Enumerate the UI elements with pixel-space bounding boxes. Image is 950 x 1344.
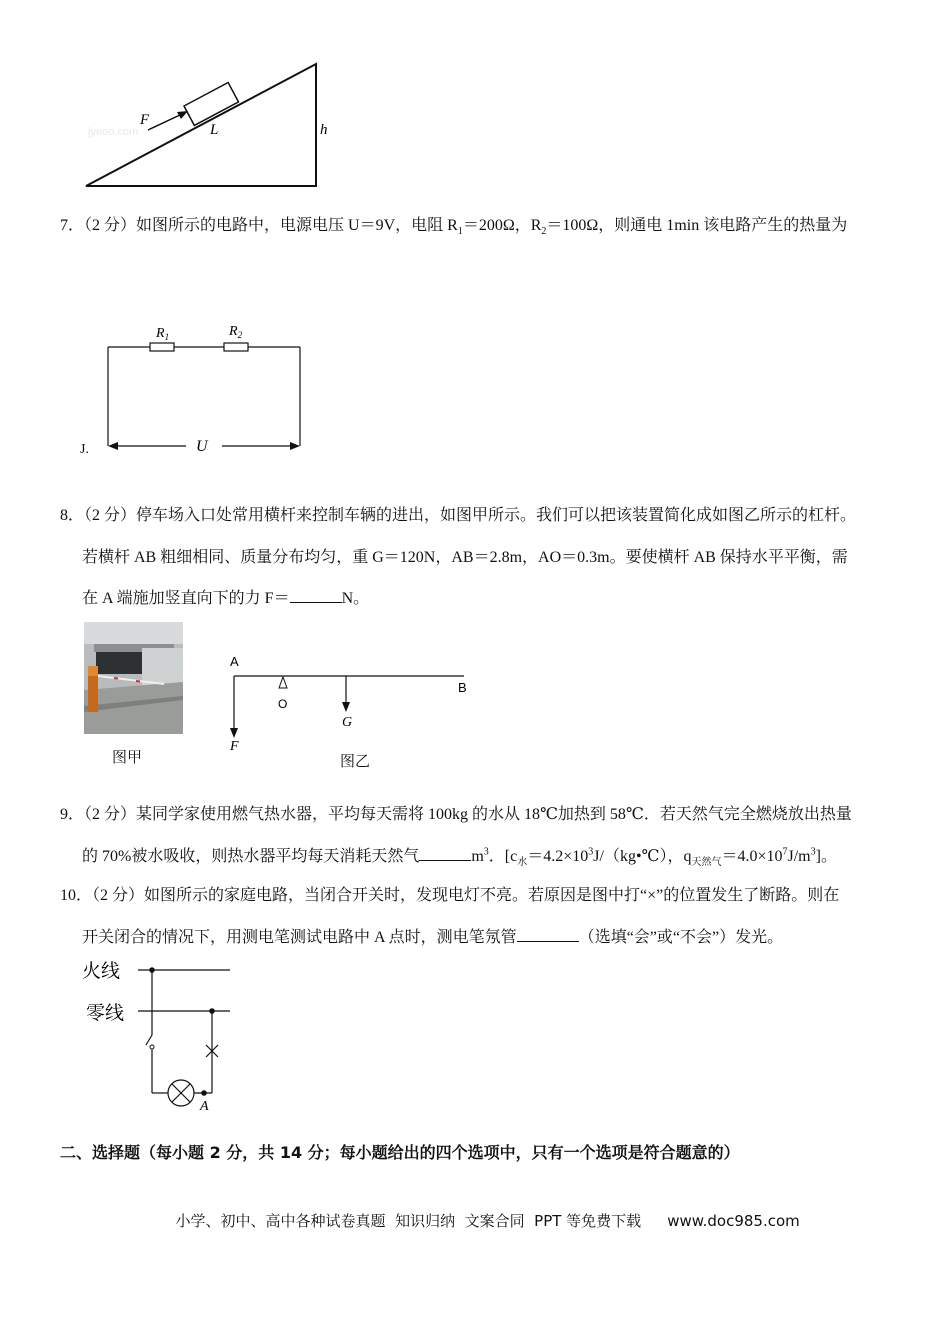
q7-line1 — [60, 212, 847, 237]
q9-text-1: 某同学家使用燃气热水器，平均每天需将 100kg 的水从 18℃加热到 58℃．若天然气完全燃烧放出热量 — [136, 806, 852, 823]
force-g-arrowhead — [342, 702, 350, 712]
q9-text-2h: ]。 — [815, 848, 837, 865]
voltage-arrow-left — [108, 442, 118, 450]
incline-triangle — [86, 64, 316, 186]
section-2-title: 二、选择题（每小题 2 分，共 14 分；每小题给出的四个选项中，只有一个选项是符合题意的） — [60, 1143, 740, 1162]
q7-text-a: 如图所示的电路中，电源电压 U＝9V，电阻 R — [136, 217, 458, 234]
q10-line1 — [60, 882, 839, 905]
switch-blade — [146, 1035, 152, 1045]
caption-figure-jia: 图甲 — [112, 748, 143, 766]
q7-sub2: 2 — [541, 226, 547, 238]
label-r2: $R_2$ — [229, 324, 243, 340]
q7-circuit-figure — [100, 318, 310, 458]
q10-household-circuit-figure — [80, 955, 250, 1115]
q9-score: （2 分） — [84, 806, 137, 823]
q10-number: 10． — [60, 887, 93, 904]
label-live-wire: 火线 — [82, 960, 121, 982]
label-point-a: A — [200, 1099, 209, 1114]
force-f-arrowhead — [230, 728, 238, 738]
label-height: h — [320, 122, 328, 138]
q9-c-sub: 水 — [517, 857, 528, 869]
q10-answer-blank[interactable] — [517, 927, 579, 942]
watermark: jyeoo.com — [88, 126, 139, 138]
q8-line3 — [82, 585, 369, 608]
q10-line2 — [82, 924, 783, 947]
q9-text-2f: ＝4.0×10 — [721, 848, 783, 865]
label-o: O — [278, 697, 288, 711]
q9-unit: m — [471, 848, 484, 865]
fulcrum — [279, 677, 287, 688]
switch-contact — [150, 1045, 154, 1049]
q9-f-sup: 7 — [782, 846, 788, 858]
q9-text-2g: J/m — [787, 848, 811, 865]
label-u: U — [196, 438, 208, 455]
q8-score: （2 分） — [84, 507, 137, 524]
label-f: F — [230, 739, 239, 754]
q9-g-sup: 3 — [810, 846, 816, 858]
label-neutral-wire: 零线 — [86, 1002, 125, 1024]
q8-answer-blank[interactable] — [290, 588, 342, 603]
q7-text-c: ＝100Ω，则通电 1min 该电路产生的热量为 — [546, 217, 848, 234]
q9-text-2e: J/（kg•℃），q — [593, 848, 692, 865]
caption-figure-yi: 图乙 — [340, 752, 371, 770]
q10-text-1: 如图所示的家庭电路，当闭合开关时，发现电灯不亮。若原因是图中打“×”的位置发生了断路。则在 — [144, 887, 840, 904]
resistor-r1 — [150, 343, 174, 351]
parking-photo — [84, 622, 183, 734]
label-length: L — [210, 122, 219, 138]
q9-unit-sup: 3 — [483, 846, 489, 858]
q7-number: 7． — [60, 217, 85, 234]
q9-line2 — [82, 843, 837, 868]
label-a: A — [230, 654, 239, 669]
lever-figure — [222, 650, 482, 760]
label-g: G — [342, 715, 353, 730]
q9-line1 — [60, 801, 852, 824]
label-b: B — [458, 680, 467, 695]
q9-text-2c: ．[c — [488, 848, 518, 865]
lamp-icon — [168, 1080, 194, 1106]
q8-text-1: 停车场入口处常用横杆来控制车辆的进出，如图甲所示。我们可以把该装置简化成如图乙所示的杠杆。 — [136, 507, 857, 524]
q9-q-sub: 天然气 — [691, 857, 722, 869]
q10-score: （2 分） — [92, 887, 145, 904]
q8-line1 — [60, 502, 856, 525]
q7-score: （2 分） — [84, 217, 137, 234]
q8-number: 8． — [60, 507, 85, 524]
label-force: F — [140, 112, 150, 128]
incline-figure — [80, 58, 340, 192]
q9-text-2a: 的 70%被水吸收，则热水器平均每天消耗天然气 — [82, 848, 420, 865]
force-arrow — [148, 114, 182, 130]
q9-d-sup: 3 — [588, 846, 594, 858]
q8-text-3a: 在 A 端施加竖直向下的力 F＝ — [82, 590, 290, 607]
point-a — [201, 1090, 207, 1096]
footer-link[interactable]: www.doc985.com — [667, 1212, 800, 1230]
q10-text-2a: 开关闭合的情况下，用测电笔测试电路中 A 点时，测电笔氖管 — [82, 929, 517, 946]
page-footer — [166, 1192, 800, 1231]
voltage-arrow-right — [290, 442, 300, 450]
q8-line2: 若横杆 AB 粗细相同、质量分布均匀，重 G＝120N，AB＝2.8m，AO＝0.3m。要使横杆 AB 保持水平平衡，需 — [82, 549, 848, 566]
q7-text-b: ＝200Ω，R — [462, 217, 542, 234]
q9-text-2d: ＝4.2×10 — [527, 848, 589, 865]
resistor-r2 — [224, 343, 248, 351]
q7-sub1: 1 — [457, 226, 463, 238]
q9-number: 9． — [60, 806, 85, 823]
q8-text-3b: N。 — [341, 590, 370, 607]
footer-text: 小学、初中、高中各种试卷真题 知识归纳 文案合同 PPT 等免费下载 — [175, 1212, 642, 1230]
q10-text-2b: （选填“会”或“不会”）发光。 — [578, 929, 784, 946]
q9-answer-blank[interactable] — [419, 846, 471, 861]
q7-answer-tail: J. — [80, 442, 89, 457]
label-r1: $R_1$ — [156, 326, 170, 342]
